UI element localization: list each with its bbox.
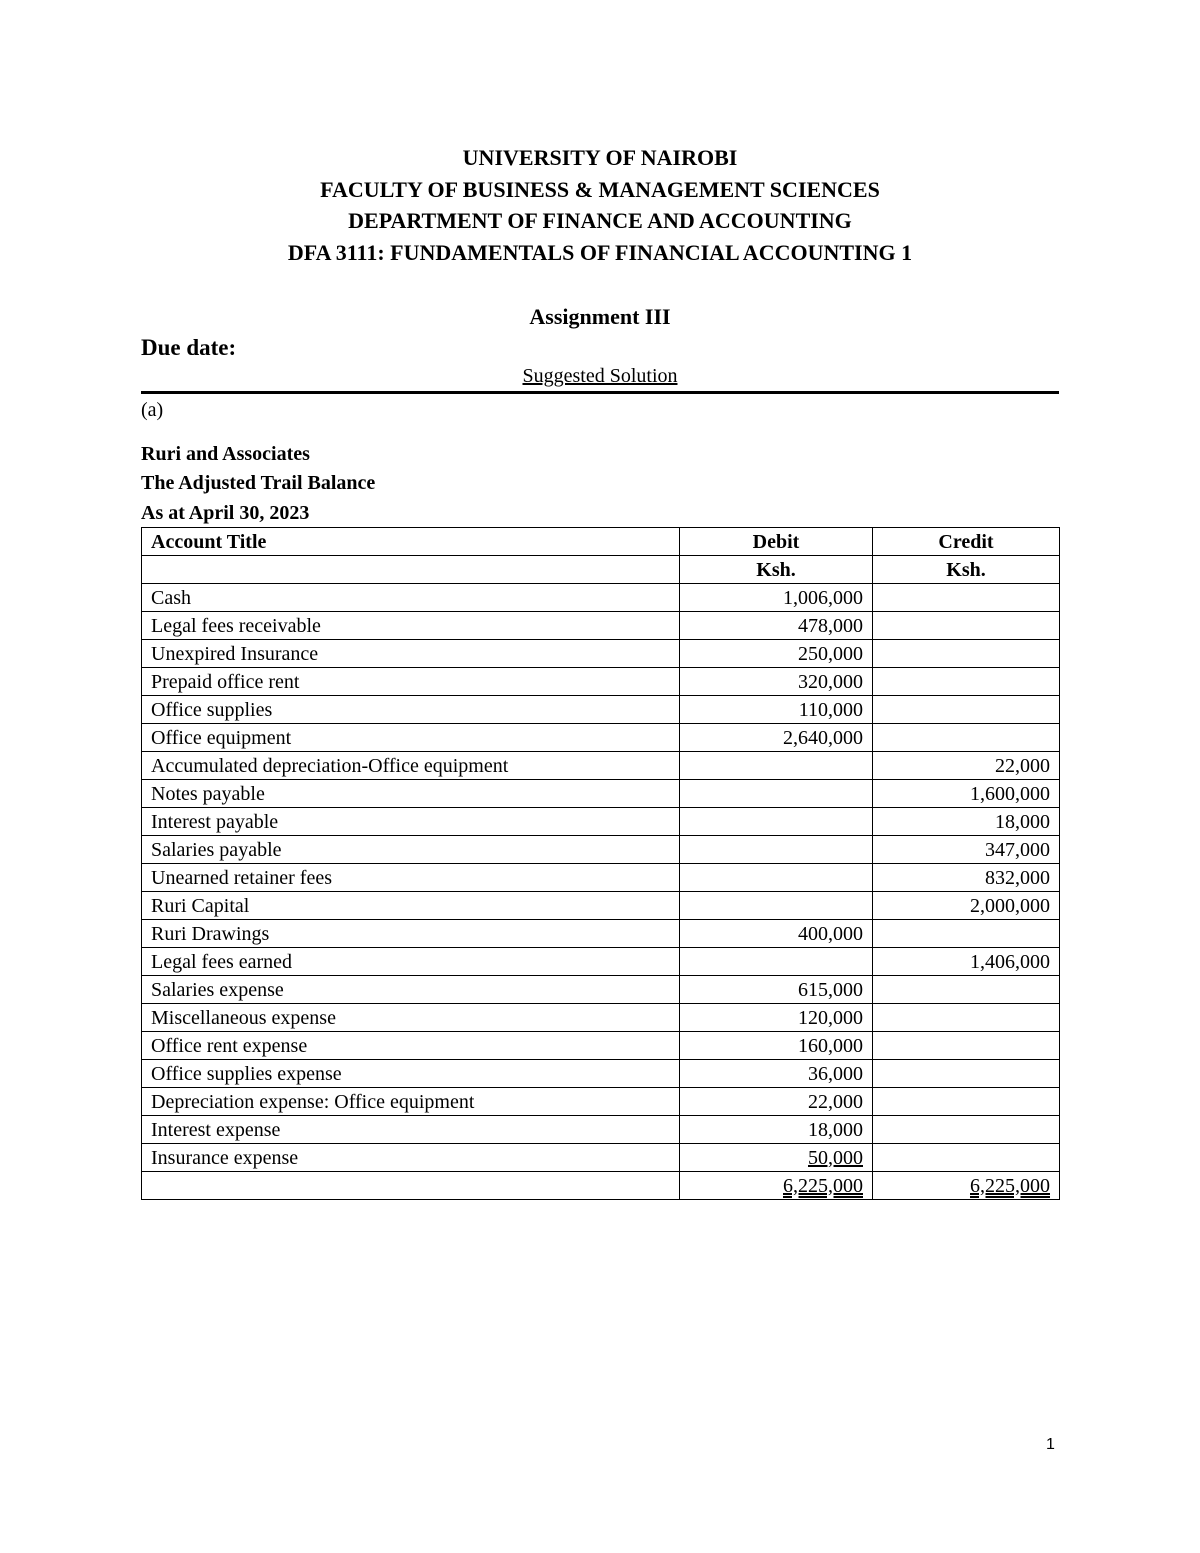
totals-row xyxy=(142,1172,1060,1200)
credit-amount: 1,600,000 xyxy=(970,782,1050,805)
debit-cell xyxy=(680,976,873,1004)
table-row xyxy=(142,724,1060,752)
department-title: DEPARTMENT OF FINANCE AND ACCOUNTING xyxy=(348,208,852,233)
credit-total: 6,225,000 xyxy=(970,1174,1050,1197)
debit-amount: 18,000 xyxy=(808,1118,863,1141)
totals-blank-cell xyxy=(142,1172,680,1200)
table-row xyxy=(142,780,1060,808)
credit-cell xyxy=(873,1004,1060,1032)
table-row xyxy=(142,1144,1060,1172)
debit-cell xyxy=(680,612,873,640)
account-title-cell: Salaries expense xyxy=(142,976,680,1004)
table-row xyxy=(142,892,1060,920)
table-row xyxy=(142,836,1060,864)
credit-cell xyxy=(873,696,1060,724)
table-row xyxy=(142,696,1060,724)
account-title-cell: Office equipment xyxy=(142,724,680,752)
debit-cell xyxy=(680,920,873,948)
horizontal-rule xyxy=(141,391,1059,394)
debit-cell xyxy=(680,668,873,696)
page-number: 1 xyxy=(1046,1436,1055,1453)
table-row xyxy=(142,1060,1060,1088)
table-row xyxy=(142,920,1060,948)
credit-cell xyxy=(873,668,1060,696)
table-header-row xyxy=(142,528,1060,556)
debit-cell xyxy=(680,1060,873,1088)
debit-amount: 615,000 xyxy=(798,978,863,1001)
table-row xyxy=(142,668,1060,696)
debit-cell xyxy=(680,1144,873,1172)
credit-header: Credit xyxy=(873,528,1060,556)
table-row xyxy=(142,1088,1060,1116)
debit-cell xyxy=(680,892,873,920)
account-title-cell: Notes payable xyxy=(142,780,680,808)
account-title-cell: Unexpired Insurance xyxy=(142,640,680,668)
account-title-cell: Ruri Drawings xyxy=(142,920,680,948)
debit-total: 6,225,000 xyxy=(783,1174,863,1197)
debit-cell xyxy=(680,1088,873,1116)
credit-cell xyxy=(873,836,1060,864)
debit-amount: 320,000 xyxy=(798,670,863,693)
faculty-title: FACULTY OF BUSINESS & MANAGEMENT SCIENCES xyxy=(320,177,880,202)
assignment-title: Assignment III xyxy=(529,304,671,329)
account-title-cell: Office rent expense xyxy=(142,1032,680,1060)
credit-cell xyxy=(873,752,1060,780)
credit-cell xyxy=(873,724,1060,752)
credit-cell xyxy=(873,920,1060,948)
account-title-cell: Insurance expense xyxy=(142,1144,680,1172)
debit-header: Debit xyxy=(680,528,873,556)
debit-cell xyxy=(680,1032,873,1060)
currency-row xyxy=(142,556,1060,584)
account-title-cell: Miscellaneous expense xyxy=(142,1004,680,1032)
credit-total-cell xyxy=(873,1172,1060,1200)
debit-cell xyxy=(680,1116,873,1144)
credit-amount: 18,000 xyxy=(995,810,1050,833)
debit-cell xyxy=(680,948,873,976)
account-title-cell: Legal fees earned xyxy=(142,948,680,976)
currency-blank-cell xyxy=(142,556,680,584)
account-title-cell: Prepaid office rent xyxy=(142,668,680,696)
account-title-cell: Unearned retainer fees xyxy=(142,864,680,892)
table-row xyxy=(142,1004,1060,1032)
due-date-label: Due date: xyxy=(141,335,237,360)
credit-cell xyxy=(873,892,1060,920)
account-title-cell: Office supplies xyxy=(142,696,680,724)
credit-cell xyxy=(873,1060,1060,1088)
account-title-cell: Office supplies expense xyxy=(142,1060,680,1088)
company-name: Ruri and Associates xyxy=(141,443,310,465)
credit-cell xyxy=(873,1032,1060,1060)
credit-cell xyxy=(873,612,1060,640)
table-row xyxy=(142,584,1060,612)
trial-balance-table xyxy=(141,527,1060,1200)
debit-cell xyxy=(680,640,873,668)
credit-cell xyxy=(873,864,1060,892)
table-row xyxy=(142,1116,1060,1144)
debit-amount: 120,000 xyxy=(798,1006,863,1029)
debit-amount: 478,000 xyxy=(798,614,863,637)
table-row xyxy=(142,976,1060,1004)
debit-amount: 2,640,000 xyxy=(783,726,863,749)
credit-cell xyxy=(873,1116,1060,1144)
credit-cell xyxy=(873,948,1060,976)
debit-currency: Ksh. xyxy=(680,556,873,584)
table-row xyxy=(142,808,1060,836)
credit-currency: Ksh. xyxy=(873,556,1060,584)
account-title-header: Account Title xyxy=(142,528,680,556)
statement-date: As at April 30, 2023 xyxy=(141,502,310,524)
suggested-solution-heading xyxy=(0,364,1200,388)
credit-amount: 1,406,000 xyxy=(970,950,1050,973)
debit-amount: 250,000 xyxy=(798,642,863,665)
credit-cell xyxy=(873,1144,1060,1172)
table-row xyxy=(142,640,1060,668)
debit-cell xyxy=(680,864,873,892)
table-row xyxy=(142,864,1060,892)
table-row xyxy=(142,1032,1060,1060)
debit-cell xyxy=(680,780,873,808)
credit-cell xyxy=(873,640,1060,668)
credit-cell xyxy=(873,1088,1060,1116)
debit-amount: 22,000 xyxy=(808,1090,863,1113)
credit-amount: 22,000 xyxy=(995,754,1050,777)
account-title-cell: Ruri Capital xyxy=(142,892,680,920)
part-label: (a) xyxy=(141,399,164,421)
debit-amount: 160,000 xyxy=(798,1034,863,1057)
university-title: UNIVERSITY OF NAIROBI xyxy=(462,145,738,170)
account-title-cell: Interest expense xyxy=(142,1116,680,1144)
table-row xyxy=(142,752,1060,780)
table-row xyxy=(142,612,1060,640)
credit-amount: 2,000,000 xyxy=(970,894,1050,917)
credit-cell xyxy=(873,780,1060,808)
account-title-cell: Salaries payable xyxy=(142,836,680,864)
debit-cell xyxy=(680,1004,873,1032)
account-title-cell: Depreciation expense: Office equipment xyxy=(142,1088,680,1116)
debit-cell xyxy=(680,584,873,612)
debit-amount: 50,000 xyxy=(808,1146,863,1169)
debit-cell xyxy=(680,724,873,752)
debit-amount: 110,000 xyxy=(798,698,863,721)
credit-amount: 347,000 xyxy=(985,838,1050,861)
debit-amount: 400,000 xyxy=(798,922,863,945)
debit-cell xyxy=(680,696,873,724)
debit-amount: 1,006,000 xyxy=(783,586,863,609)
debit-total-cell xyxy=(680,1172,873,1200)
account-title-cell: Accumulated depreciation-Office equipment xyxy=(142,752,680,780)
course-title: DFA 3111: FUNDAMENTALS OF FINANCIAL ACCOUNTING 1 xyxy=(287,240,913,265)
debit-cell xyxy=(680,836,873,864)
debit-amount: 36,000 xyxy=(808,1062,863,1085)
suggested-solution-text: Suggested Solution xyxy=(522,365,678,387)
credit-amount: 832,000 xyxy=(985,866,1050,889)
trial-balance-body xyxy=(142,584,1060,1172)
credit-cell xyxy=(873,584,1060,612)
table-row xyxy=(142,948,1060,976)
account-title-cell: Interest payable xyxy=(142,808,680,836)
statement-title: The Adjusted Trail Balance xyxy=(141,472,376,494)
account-title-cell: Legal fees receivable xyxy=(142,612,680,640)
account-title-cell: Cash xyxy=(142,584,680,612)
debit-cell xyxy=(680,752,873,780)
credit-cell xyxy=(873,976,1060,1004)
credit-cell xyxy=(873,808,1060,836)
debit-cell xyxy=(680,808,873,836)
